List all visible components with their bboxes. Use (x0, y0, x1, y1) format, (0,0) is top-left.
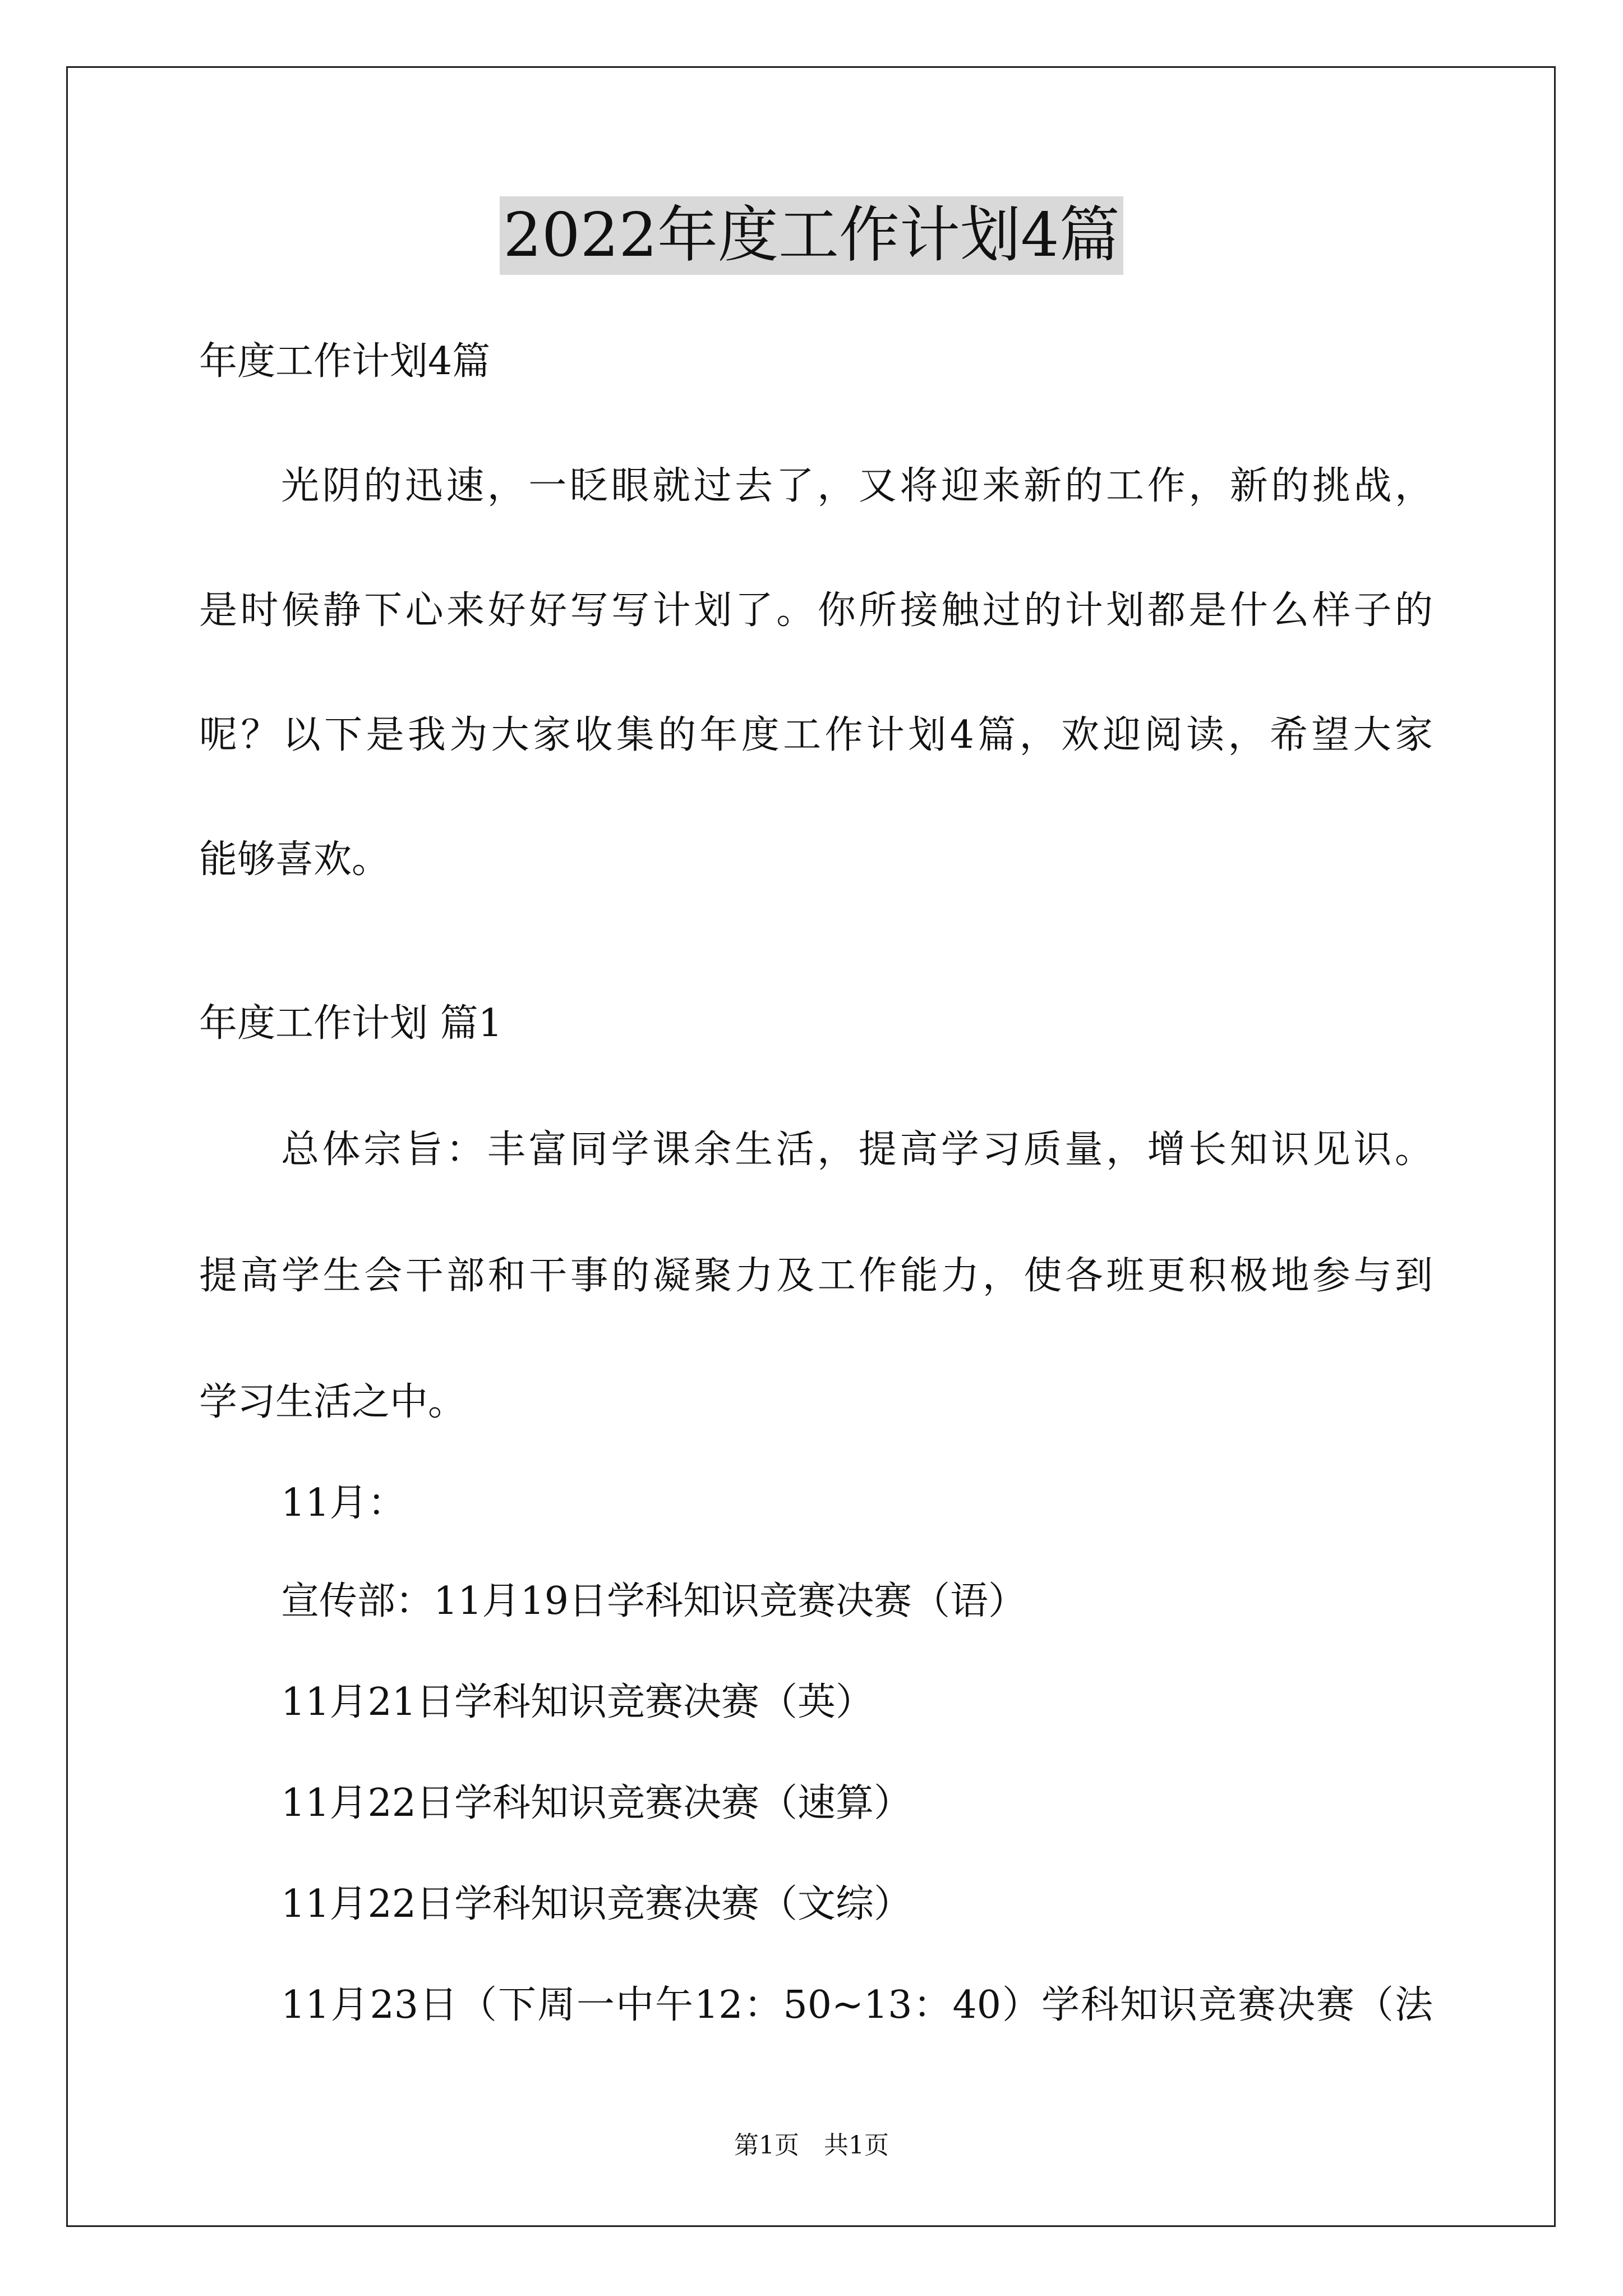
intro-line-3: 呢？以下是我为大家收集的年度工作计划4篇，欢迎阅读，希望大家 (199, 713, 1433, 757)
purpose-line-3: 学习生活之中。 (199, 1380, 467, 1424)
schedule-item: 11月23日（下周一中午12：50~13：40）学科知识竞赛决赛（法 (281, 1983, 1433, 2027)
section-heading: 年度工作计划 篇1 (199, 1001, 502, 1046)
page-footer: 第1页 共1页 (734, 2131, 889, 2160)
schedule-item: 11月22日学科知识竞赛决赛（速算） (281, 1781, 912, 1825)
month-heading: 11月： (281, 1481, 406, 1525)
purpose-line-2: 提高学生会干部和干事的凝聚力及工作能力，使各班更积极地参与到 (199, 1254, 1433, 1298)
schedule-item: 11月22日学科知识竞赛决赛（文综） (281, 1882, 912, 1926)
intro-line-2: 是时候静下心来好好写写计划了。你所接触过的计划都是什么样子的 (199, 588, 1433, 633)
intro-line-4: 能够喜欢。 (199, 838, 390, 882)
schedule-item: 宣传部：11月19日学科知识竞赛决赛（语） (281, 1579, 1027, 1623)
title-wrap (0, 196, 1623, 275)
purpose-line-1: 总体宗旨：丰富同学课余生活，提高学习质量，增长知识见识。 (281, 1128, 1433, 1172)
intro-line-1: 光阴的迅速，一眨眼就过去了，又将迎来新的工作，新的挑战， (281, 464, 1433, 508)
document-title: 2022年度工作计划4篇 (500, 196, 1123, 275)
subtitle: 年度工作计划4篇 (199, 339, 491, 384)
schedule-item: 11月21日学科知识竞赛决赛（英） (281, 1680, 874, 1724)
